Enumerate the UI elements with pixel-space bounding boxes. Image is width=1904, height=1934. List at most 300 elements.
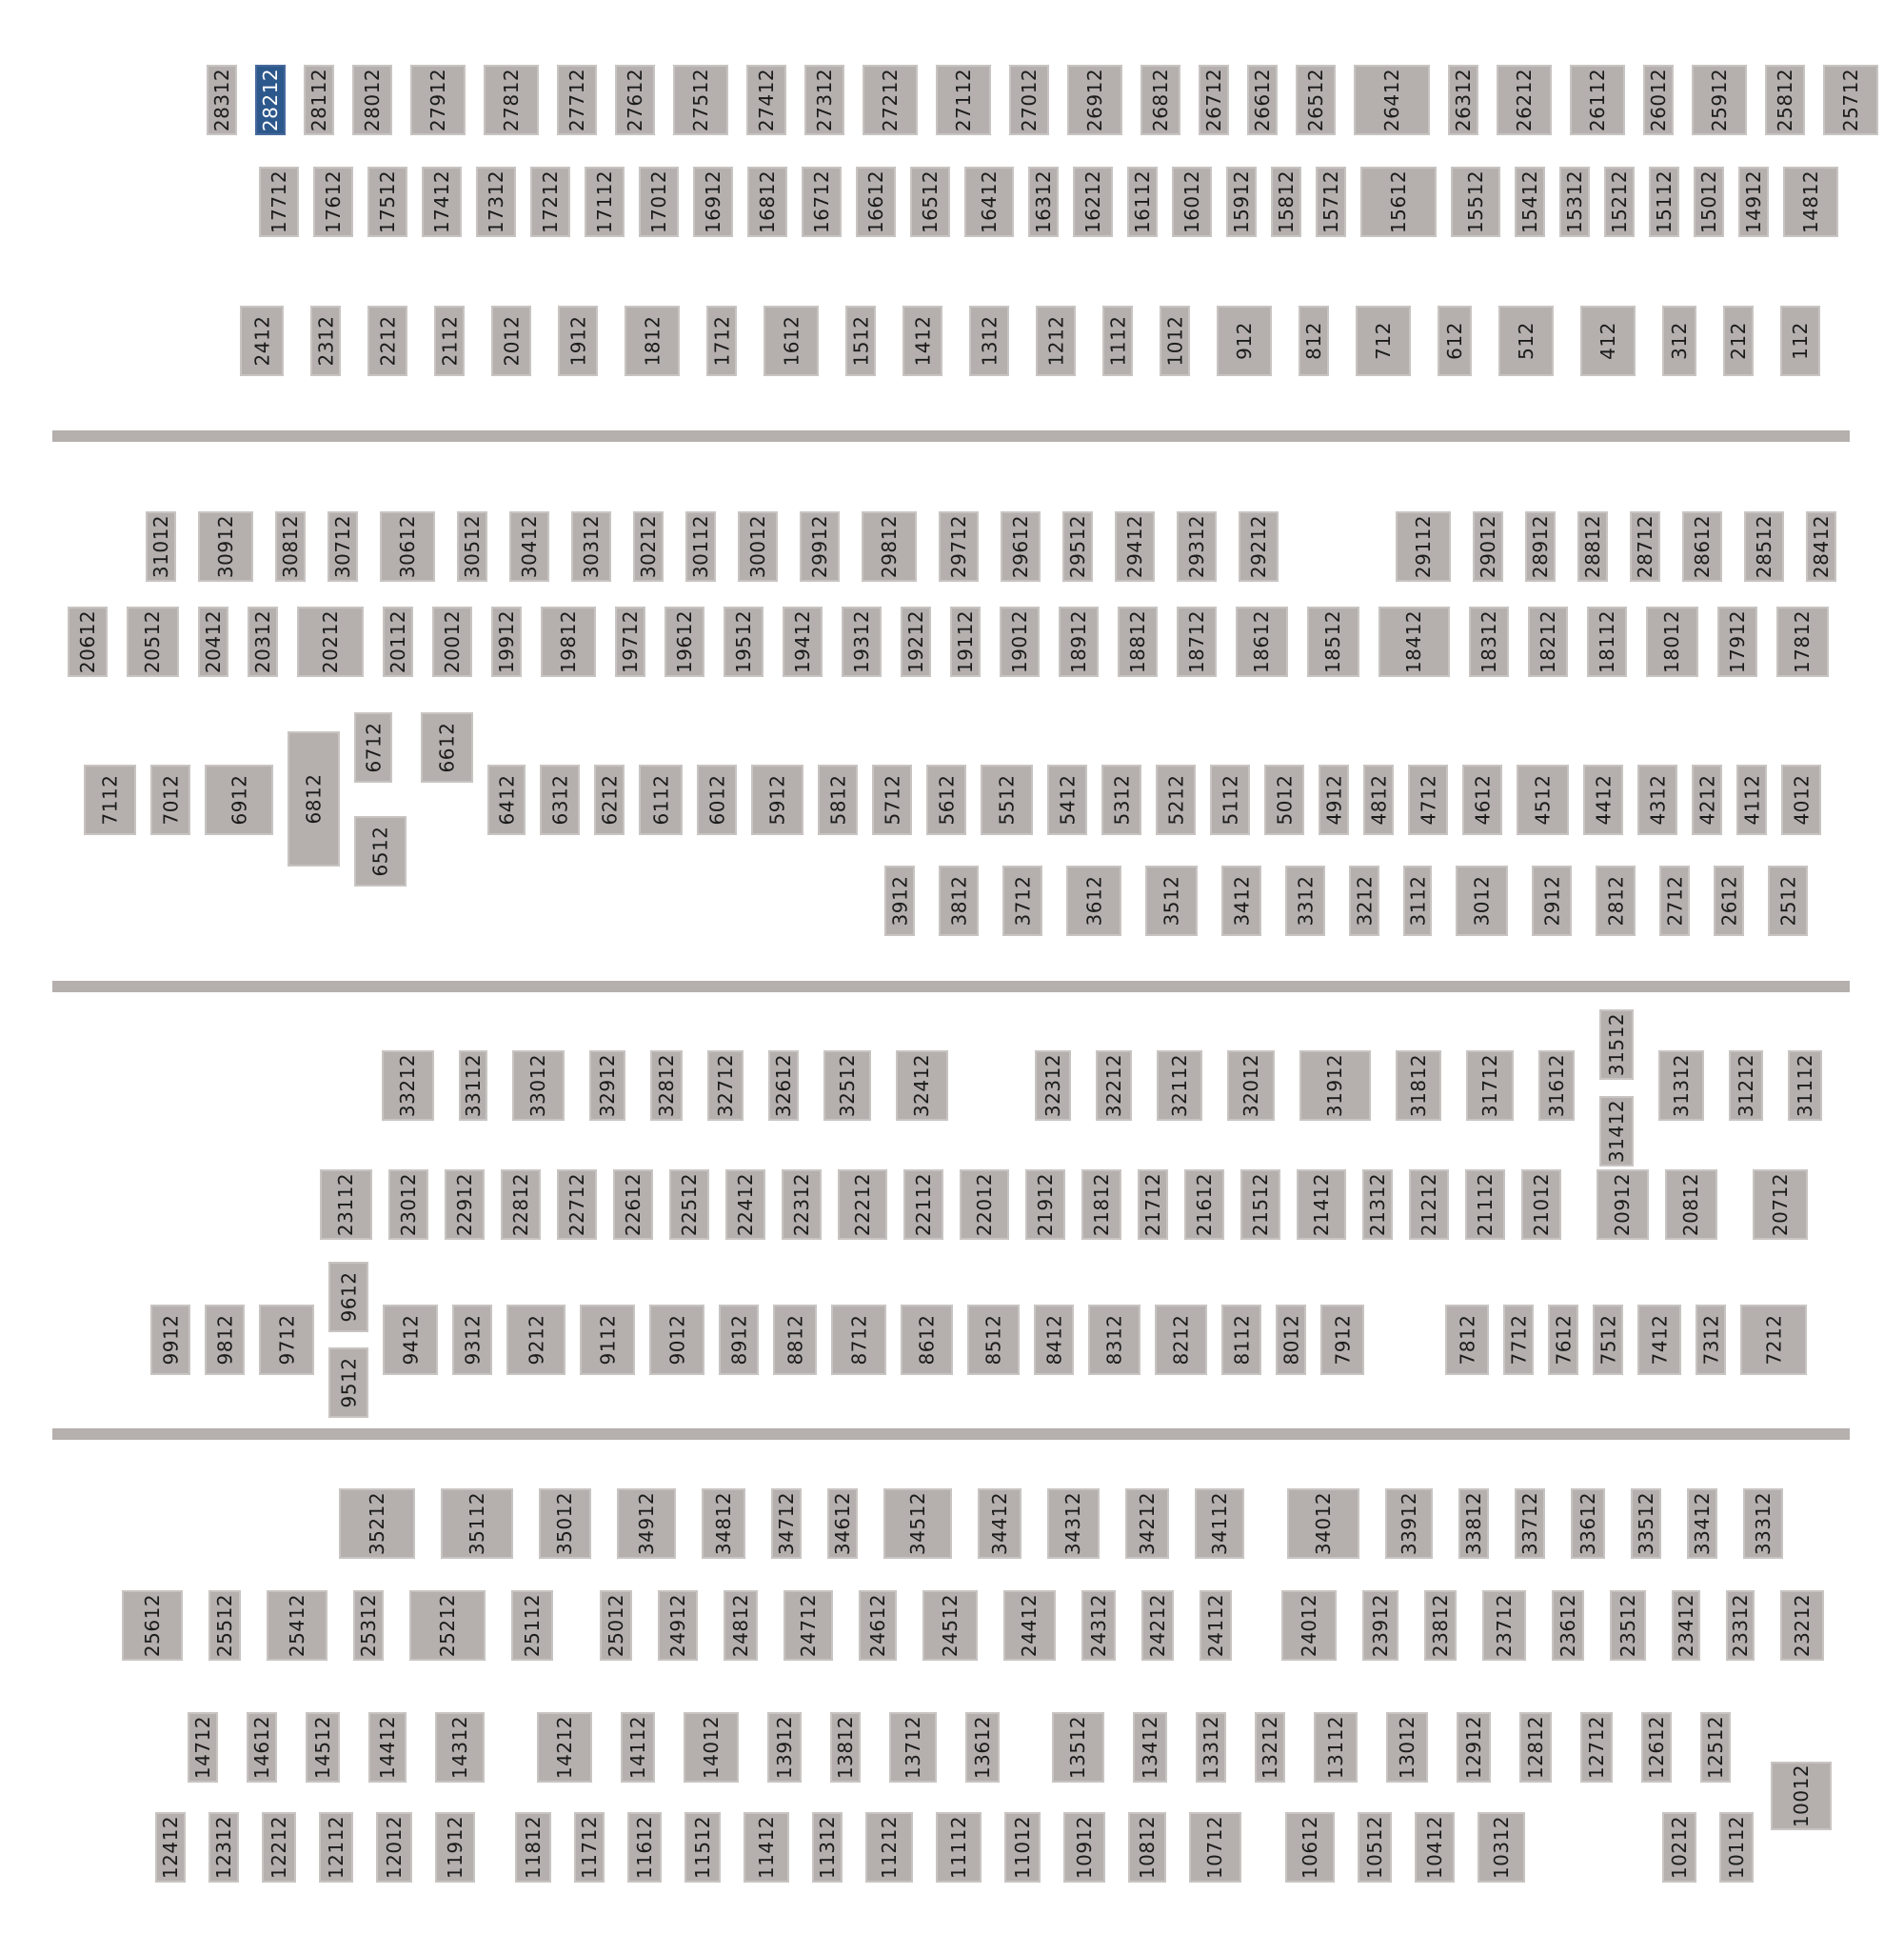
unit-box[interactable]	[1156, 765, 1196, 835]
unit-box[interactable]	[509, 511, 549, 582]
unit-box[interactable]	[122, 1590, 183, 1661]
unit-box[interactable]	[1362, 1590, 1398, 1661]
unit-box[interactable]	[1596, 866, 1636, 936]
unit-box[interactable]	[1081, 1590, 1116, 1661]
unit-box[interactable]	[380, 511, 435, 582]
unit-box[interactable]	[658, 1590, 698, 1661]
unit-box[interactable]	[1482, 1590, 1526, 1661]
unit-box[interactable]	[1538, 1050, 1575, 1121]
unit-box[interactable]	[313, 167, 353, 237]
unit-box[interactable]	[198, 511, 253, 582]
unit-box[interactable]	[1692, 65, 1747, 135]
unit-box[interactable]	[383, 607, 413, 677]
unit-box[interactable]	[421, 712, 473, 783]
unit-box[interactable]	[1714, 866, 1744, 936]
unit-box[interactable]	[580, 1305, 635, 1375]
unit-box[interactable]	[830, 1712, 861, 1783]
unit-box[interactable]	[1583, 765, 1623, 835]
unit-box[interactable]	[1236, 607, 1288, 677]
unit-box[interactable]	[1469, 607, 1509, 677]
unit-box[interactable]	[1001, 511, 1041, 582]
unit-box[interactable]	[950, 607, 981, 677]
unit-box[interactable]	[484, 65, 539, 135]
unit-box[interactable]	[1320, 1305, 1364, 1375]
unit-box[interactable]	[707, 1050, 744, 1121]
unit-box[interactable]	[1221, 1305, 1261, 1375]
unit-box[interactable]	[1525, 511, 1556, 582]
unit-box[interactable]	[1637, 765, 1677, 835]
unit-box[interactable]	[1503, 1305, 1534, 1375]
unit-box[interactable]	[512, 1050, 565, 1121]
unit-box[interactable]	[889, 1712, 937, 1783]
unit-box[interactable]	[240, 306, 284, 376]
unit-box[interactable]	[1396, 511, 1451, 582]
unit-box[interactable]	[1517, 765, 1569, 835]
unit-box[interactable]	[530, 167, 570, 237]
unit-box[interactable]	[1457, 1712, 1491, 1783]
unit-box[interactable]	[1059, 607, 1099, 677]
unit-box[interactable]	[1101, 765, 1141, 835]
unit-box[interactable]	[1548, 1305, 1578, 1375]
unit-box[interactable]	[259, 1305, 314, 1375]
unit-box[interactable]	[457, 511, 487, 582]
unit-box[interactable]	[487, 765, 526, 835]
unit-box[interactable]	[1200, 1590, 1232, 1661]
unit-box[interactable]	[188, 1712, 218, 1783]
unit-box[interactable]	[589, 1050, 625, 1121]
unit-box[interactable]	[354, 816, 407, 887]
unit-box[interactable]	[1780, 306, 1820, 376]
unit-box[interactable]	[664, 607, 704, 677]
unit-box[interactable]	[1717, 607, 1757, 677]
unit-box[interactable]	[1360, 167, 1437, 237]
unit-box[interactable]	[1521, 1169, 1561, 1240]
unit-box[interactable]	[1768, 866, 1808, 936]
unit-box[interactable]	[1199, 65, 1229, 135]
unit-box[interactable]	[382, 1050, 434, 1121]
unit-box[interactable]	[1451, 167, 1500, 237]
unit-box[interactable]	[1465, 1169, 1505, 1240]
unit-box[interactable]	[501, 1169, 541, 1240]
unit-box[interactable]	[627, 1812, 662, 1883]
unit-box[interactable]	[1299, 1050, 1371, 1121]
unit-box[interactable]	[767, 1712, 802, 1783]
unit-box[interactable]	[1240, 1169, 1280, 1240]
unit-box[interactable]	[1297, 1169, 1346, 1240]
unit-box[interactable]	[1118, 607, 1158, 677]
unit-box[interactable]	[1448, 65, 1478, 135]
unit-box[interactable]	[719, 1305, 759, 1375]
unit-box[interactable]	[1631, 1488, 1661, 1559]
unit-box[interactable]	[1314, 1712, 1358, 1783]
unit-box[interactable]	[1287, 1488, 1359, 1559]
unit-box[interactable]	[540, 765, 580, 835]
unit-box[interactable]	[1102, 306, 1133, 376]
unit-box[interactable]	[872, 765, 912, 835]
unit-box[interactable]	[1307, 607, 1359, 677]
unit-box[interactable]	[706, 306, 737, 376]
unit-box[interactable]	[883, 1488, 952, 1559]
unit-box[interactable]	[205, 765, 273, 835]
unit-box[interactable]	[1227, 1050, 1275, 1121]
unit-box[interactable]	[354, 712, 392, 783]
unit-box[interactable]	[1649, 167, 1679, 237]
unit-box[interactable]	[1062, 511, 1093, 582]
unit-box[interactable]	[1363, 765, 1394, 835]
unit-box[interactable]	[367, 306, 407, 376]
unit-box[interactable]	[1025, 1169, 1065, 1240]
unit-box[interactable]	[1034, 1305, 1074, 1375]
unit-box[interactable]	[339, 1488, 415, 1559]
unit-box[interactable]	[207, 65, 237, 135]
unit-box[interactable]	[842, 607, 882, 677]
unit-box[interactable]	[1662, 306, 1696, 376]
unit-box[interactable]	[1155, 1305, 1207, 1375]
unit-box[interactable]	[1239, 511, 1279, 582]
unit-box[interactable]	[262, 1812, 296, 1883]
unit-box[interactable]	[267, 1590, 327, 1661]
unit-box[interactable]	[859, 1590, 897, 1661]
unit-box[interactable]	[1000, 607, 1040, 677]
unit-box[interactable]	[1217, 306, 1272, 376]
unit-box[interactable]	[445, 1169, 485, 1240]
unit-box[interactable]	[1073, 167, 1113, 237]
unit-box[interactable]	[1221, 866, 1261, 936]
unit-box[interactable]	[1356, 306, 1411, 376]
unit-box[interactable]	[1210, 765, 1250, 835]
unit-box[interactable]	[771, 1488, 802, 1559]
unit-box[interactable]	[1140, 65, 1180, 135]
unit-box[interactable]	[247, 1712, 277, 1783]
unit-box[interactable]	[1771, 1762, 1832, 1830]
unit-box[interactable]	[697, 765, 737, 835]
unit-box[interactable]	[434, 306, 465, 376]
unit-box[interactable]	[1519, 1712, 1552, 1783]
unit-box[interactable]	[422, 167, 462, 237]
unit-box[interactable]	[376, 1812, 412, 1883]
unit-box[interactable]	[1515, 1488, 1545, 1559]
unit-box[interactable]	[738, 511, 778, 582]
unit-box[interactable]	[856, 167, 896, 237]
unit-box[interactable]	[783, 607, 823, 677]
unit-box[interactable]	[288, 731, 340, 867]
unit-box[interactable]	[1498, 306, 1554, 376]
unit-box[interactable]	[1226, 167, 1257, 237]
unit-box[interactable]	[1587, 607, 1627, 677]
unit-box[interactable]	[901, 607, 931, 677]
unit-box[interactable]	[1424, 1590, 1457, 1661]
unit-box-selected[interactable]	[255, 65, 286, 135]
unit-box[interactable]	[1788, 1050, 1822, 1121]
unit-box[interactable]	[1662, 1812, 1696, 1883]
unit-box[interactable]	[1127, 167, 1158, 237]
unit-box[interactable]	[838, 1169, 887, 1240]
unit-box[interactable]	[965, 1712, 1000, 1783]
unit-box[interactable]	[650, 1050, 683, 1121]
unit-box[interactable]	[1466, 1050, 1514, 1121]
unit-box[interactable]	[639, 765, 683, 835]
unit-box[interactable]	[804, 65, 844, 135]
unit-box[interactable]	[1438, 306, 1472, 376]
unit-box[interactable]	[1532, 866, 1572, 936]
unit-box[interactable]	[967, 1305, 1020, 1375]
unit-box[interactable]	[1692, 765, 1722, 835]
unit-box[interactable]	[1115, 511, 1155, 582]
unit-box[interactable]	[1157, 1050, 1202, 1121]
unit-box[interactable]	[800, 511, 840, 582]
unit-box[interactable]	[1003, 1590, 1056, 1661]
unit-box[interactable]	[831, 1305, 886, 1375]
unit-box[interactable]	[1696, 1305, 1726, 1375]
unit-box[interactable]	[571, 511, 611, 582]
unit-box[interactable]	[702, 1488, 745, 1559]
unit-box[interactable]	[537, 1712, 592, 1783]
unit-box[interactable]	[960, 1169, 1009, 1240]
unit-box[interactable]	[1271, 167, 1301, 237]
unit-box[interactable]	[1729, 1050, 1763, 1121]
unit-box[interactable]	[782, 1169, 822, 1240]
unit-box[interactable]	[1141, 1590, 1174, 1661]
unit-box[interactable]	[1028, 167, 1059, 237]
unit-box[interactable]	[1593, 1305, 1623, 1375]
unit-box[interactable]	[1177, 511, 1217, 582]
unit-box[interactable]	[432, 607, 472, 677]
unit-box[interactable]	[684, 1812, 721, 1883]
unit-box[interactable]	[1255, 1712, 1285, 1783]
unit-box[interactable]	[939, 511, 979, 582]
unit-box[interactable]	[275, 511, 306, 582]
unit-box[interactable]	[1177, 607, 1217, 677]
unit-box[interactable]	[1571, 1488, 1605, 1559]
unit-box[interactable]	[539, 1488, 591, 1559]
unit-box[interactable]	[208, 1812, 239, 1883]
unit-box[interactable]	[1738, 167, 1769, 237]
unit-box[interactable]	[557, 65, 597, 135]
unit-box[interactable]	[594, 765, 625, 835]
unit-box[interactable]	[150, 765, 190, 835]
unit-box[interactable]	[1316, 167, 1346, 237]
unit-box[interactable]	[1687, 1488, 1717, 1559]
unit-box[interactable]	[1036, 306, 1076, 376]
unit-box[interactable]	[744, 1812, 789, 1883]
unit-box[interactable]	[515, 1812, 551, 1883]
unit-box[interactable]	[1415, 1812, 1455, 1883]
unit-box[interactable]	[1362, 1169, 1393, 1240]
unit-box[interactable]	[1743, 1488, 1783, 1559]
unit-box[interactable]	[1630, 511, 1660, 582]
unit-box[interactable]	[1682, 511, 1722, 582]
unit-box[interactable]	[1659, 866, 1690, 936]
unit-box[interactable]	[1700, 1712, 1731, 1783]
unit-box[interactable]	[368, 1712, 407, 1783]
unit-box[interactable]	[621, 1712, 655, 1783]
unit-box[interactable]	[1172, 167, 1212, 237]
unit-box[interactable]	[901, 1305, 953, 1375]
unit-box[interactable]	[764, 306, 819, 376]
unit-box[interactable]	[441, 1488, 513, 1559]
unit-box[interactable]	[845, 306, 876, 376]
unit-box[interactable]	[1296, 65, 1336, 135]
unit-box[interactable]	[1694, 167, 1724, 237]
unit-box[interactable]	[724, 1590, 758, 1661]
unit-box[interactable]	[319, 1812, 353, 1883]
unit-box[interactable]	[862, 511, 917, 582]
unit-box[interactable]	[352, 65, 392, 135]
unit-box[interactable]	[452, 1305, 492, 1375]
unit-box[interactable]	[1247, 65, 1278, 135]
unit-box[interactable]	[1665, 1169, 1717, 1240]
unit-box[interactable]	[1577, 511, 1608, 582]
unit-box[interactable]	[802, 167, 842, 237]
unit-box[interactable]	[1658, 1050, 1704, 1121]
unit-box[interactable]	[1458, 1488, 1489, 1559]
unit-box[interactable]	[1319, 765, 1349, 835]
unit-box[interactable]	[1378, 607, 1450, 677]
unit-box[interactable]	[310, 306, 341, 376]
unit-box[interactable]	[926, 765, 966, 835]
unit-box[interactable]	[1781, 765, 1821, 835]
unit-box[interactable]	[1299, 306, 1329, 376]
unit-box[interactable]	[1570, 65, 1625, 135]
unit-box[interactable]	[981, 765, 1033, 835]
unit-box[interactable]	[205, 1305, 245, 1375]
unit-box[interactable]	[1128, 1812, 1166, 1883]
unit-box[interactable]	[1081, 1169, 1121, 1240]
unit-box[interactable]	[574, 1812, 605, 1883]
unit-box[interactable]	[585, 167, 625, 237]
unit-box[interactable]	[613, 1169, 653, 1240]
unit-box[interactable]	[1047, 1488, 1100, 1559]
unit-box[interactable]	[1528, 607, 1568, 677]
unit-box[interactable]	[1783, 167, 1838, 237]
unit-box[interactable]	[1138, 1169, 1168, 1240]
unit-box[interactable]	[1052, 1712, 1104, 1783]
unit-box[interactable]	[383, 1305, 438, 1375]
unit-box[interactable]	[353, 1590, 384, 1661]
unit-box[interactable]	[1740, 1305, 1807, 1375]
unit-box[interactable]	[1063, 1812, 1105, 1883]
unit-box[interactable]	[783, 1590, 833, 1661]
unit-box[interactable]	[673, 65, 728, 135]
unit-box[interactable]	[1385, 1488, 1433, 1559]
unit-box[interactable]	[541, 607, 596, 677]
unit-box[interactable]	[812, 1812, 843, 1883]
unit-box[interactable]	[1780, 1590, 1824, 1661]
unit-box[interactable]	[693, 167, 733, 237]
unit-box[interactable]	[903, 1169, 943, 1240]
unit-box[interactable]	[248, 607, 278, 677]
unit-box[interactable]	[1349, 866, 1379, 936]
unit-box[interactable]	[725, 1169, 765, 1240]
unit-box[interactable]	[1196, 1712, 1226, 1783]
unit-box[interactable]	[491, 607, 522, 677]
unit-box[interactable]	[328, 1347, 368, 1418]
unit-box[interactable]	[410, 65, 466, 135]
unit-box[interactable]	[964, 167, 1014, 237]
unit-box[interactable]	[1515, 167, 1545, 237]
unit-box[interactable]	[1643, 65, 1674, 135]
unit-box[interactable]	[304, 65, 334, 135]
unit-box[interactable]	[978, 1488, 1021, 1559]
unit-box[interactable]	[1823, 65, 1878, 135]
unit-box[interactable]	[68, 607, 108, 677]
unit-box[interactable]	[684, 1712, 739, 1783]
unit-box[interactable]	[1552, 1590, 1584, 1661]
unit-box[interactable]	[511, 1590, 553, 1661]
unit-box[interactable]	[1456, 866, 1508, 936]
unit-box[interactable]	[1009, 65, 1049, 135]
unit-box[interactable]	[1285, 1812, 1335, 1883]
unit-box[interactable]	[773, 1305, 817, 1375]
unit-box[interactable]	[1806, 511, 1836, 582]
unit-box[interactable]	[1445, 1305, 1489, 1375]
unit-box[interactable]	[1358, 1812, 1392, 1883]
unit-box[interactable]	[1354, 65, 1430, 135]
unit-box[interactable]	[506, 1305, 565, 1375]
unit-box[interactable]	[1597, 1169, 1649, 1240]
unit-box[interactable]	[1004, 1812, 1041, 1883]
unit-box[interactable]	[649, 1305, 704, 1375]
unit-box[interactable]	[1409, 1169, 1449, 1240]
unit-box[interactable]	[155, 1812, 186, 1883]
unit-box[interactable]	[818, 765, 858, 835]
unit-box[interactable]	[491, 306, 531, 376]
unit-box[interactable]	[435, 1812, 475, 1883]
unit-box[interactable]	[306, 1712, 340, 1783]
unit-box[interactable]	[1088, 1305, 1140, 1375]
unit-box[interactable]	[1753, 1169, 1808, 1240]
unit-box[interactable]	[1672, 1590, 1700, 1661]
unit-box[interactable]	[615, 65, 655, 135]
unit-box[interactable]	[884, 866, 915, 936]
unit-box[interactable]	[896, 1050, 948, 1121]
unit-box[interactable]	[600, 1590, 632, 1661]
unit-box[interactable]	[208, 1590, 241, 1661]
unit-box[interactable]	[1096, 1050, 1132, 1121]
unit-box[interactable]	[939, 866, 979, 936]
unit-box[interactable]	[625, 306, 680, 376]
unit-box[interactable]	[367, 167, 407, 237]
unit-box[interactable]	[1723, 306, 1754, 376]
unit-box[interactable]	[936, 1812, 982, 1883]
unit-box[interactable]	[1285, 866, 1325, 936]
unit-box[interactable]	[669, 1169, 709, 1240]
unit-box[interactable]	[823, 1050, 871, 1121]
unit-box[interactable]	[1281, 1590, 1337, 1661]
unit-box[interactable]	[827, 1488, 858, 1559]
unit-box[interactable]	[768, 1050, 799, 1121]
unit-box[interactable]	[969, 306, 1009, 376]
unit-box[interactable]	[1497, 65, 1552, 135]
unit-box[interactable]	[435, 1712, 485, 1783]
unit-box[interactable]	[936, 65, 991, 135]
unit-box[interactable]	[328, 1262, 368, 1332]
unit-box[interactable]	[1478, 1812, 1525, 1883]
unit-box[interactable]	[910, 167, 950, 237]
unit-box[interactable]	[1035, 1050, 1071, 1121]
unit-box[interactable]	[1264, 765, 1304, 835]
unit-box[interactable]	[1580, 306, 1636, 376]
unit-box[interactable]	[150, 1305, 190, 1375]
unit-box[interactable]	[865, 1812, 913, 1883]
unit-box[interactable]	[1599, 1009, 1634, 1080]
unit-box[interactable]	[1646, 607, 1698, 677]
unit-box[interactable]	[1473, 511, 1503, 582]
unit-box[interactable]	[1067, 65, 1122, 135]
unit-box[interactable]	[639, 167, 679, 237]
unit-box[interactable]	[1396, 1050, 1441, 1121]
unit-box[interactable]	[1726, 1590, 1755, 1661]
